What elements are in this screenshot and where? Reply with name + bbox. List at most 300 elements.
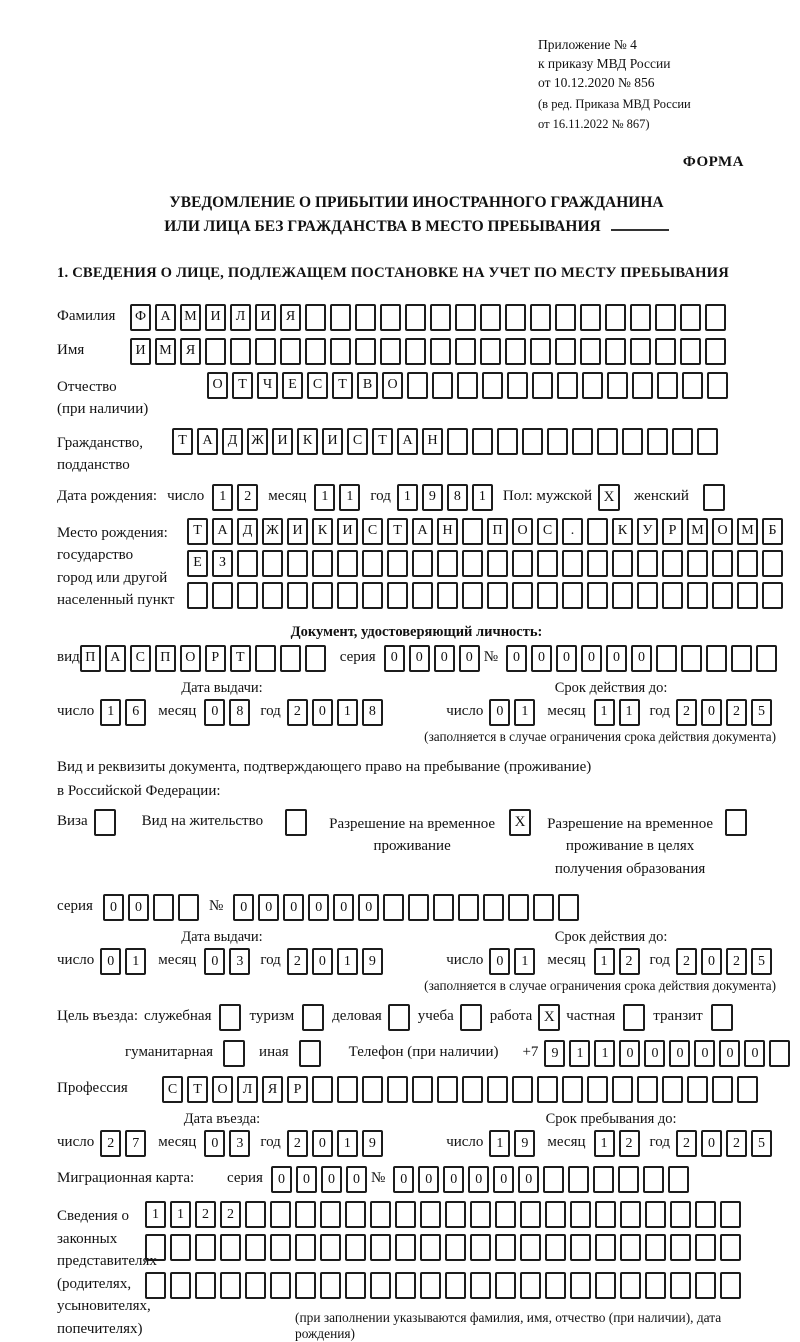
char-cell[interactable]: 0 — [321, 1166, 342, 1193]
char-cell[interactable]: 0 — [581, 645, 602, 672]
char-cell[interactable] — [170, 1272, 191, 1299]
char-cell[interactable] — [305, 645, 326, 672]
char-cell[interactable] — [407, 372, 428, 399]
char-cell[interactable] — [362, 582, 383, 609]
char-cell[interactable] — [687, 1076, 708, 1103]
char-cell[interactable] — [655, 304, 676, 331]
residence-permit-checkbox[interactable] — [285, 809, 307, 836]
char-cell[interactable] — [420, 1234, 441, 1261]
char-cell[interactable] — [543, 1166, 564, 1193]
sex-female-checkbox[interactable] — [703, 484, 725, 511]
char-cell[interactable]: 0 — [619, 1040, 640, 1067]
char-cell[interactable] — [437, 1076, 458, 1103]
char-cell[interactable] — [645, 1234, 666, 1261]
char-cell[interactable] — [405, 304, 426, 331]
char-cell[interactable] — [656, 645, 677, 672]
char-cell[interactable]: Т — [187, 1076, 208, 1103]
char-cell[interactable] — [512, 1076, 533, 1103]
char-cell[interactable] — [462, 582, 483, 609]
char-cell[interactable] — [220, 1234, 241, 1261]
char-cell[interactable] — [537, 582, 558, 609]
char-cell[interactable] — [455, 338, 476, 365]
char-cell[interactable]: 0 — [204, 699, 225, 726]
char-cell[interactable] — [337, 582, 358, 609]
char-cell[interactable]: 1 — [594, 699, 615, 726]
char-cell[interactable]: 2 — [726, 699, 747, 726]
char-cell[interactable]: 7 — [125, 1130, 146, 1157]
char-cell[interactable] — [587, 1076, 608, 1103]
char-cell[interactable]: А — [412, 518, 433, 545]
char-cell[interactable] — [320, 1201, 341, 1228]
char-cell[interactable] — [245, 1234, 266, 1261]
char-cell[interactable]: Ч — [257, 372, 278, 399]
char-cell[interactable] — [607, 372, 628, 399]
char-cell[interactable]: Е — [282, 372, 303, 399]
char-cell[interactable]: 5 — [751, 948, 772, 975]
char-cell[interactable] — [472, 428, 493, 455]
char-cell[interactable] — [572, 428, 593, 455]
char-cell[interactable] — [178, 894, 199, 921]
char-cell[interactable]: 0 — [384, 645, 405, 672]
char-cell[interactable]: 0 — [489, 948, 510, 975]
char-cell[interactable] — [769, 1040, 790, 1067]
char-cell[interactable] — [520, 1201, 541, 1228]
char-cell[interactable] — [605, 338, 626, 365]
char-cell[interactable] — [570, 1201, 591, 1228]
char-cell[interactable]: 0 — [489, 699, 510, 726]
char-cell[interactable] — [705, 338, 726, 365]
char-cell[interactable]: Ф — [130, 304, 151, 331]
char-cell[interactable] — [330, 338, 351, 365]
char-cell[interactable] — [587, 518, 608, 545]
char-cell[interactable]: 0 — [518, 1166, 539, 1193]
char-cell[interactable]: 0 — [128, 894, 149, 921]
char-cell[interactable]: И — [287, 518, 308, 545]
char-cell[interactable] — [695, 1234, 716, 1261]
char-cell[interactable] — [220, 1272, 241, 1299]
char-cell[interactable]: 8 — [229, 699, 250, 726]
char-cell[interactable] — [345, 1272, 366, 1299]
char-cell[interactable] — [305, 338, 326, 365]
char-cell[interactable] — [470, 1201, 491, 1228]
char-cell[interactable] — [620, 1201, 641, 1228]
char-cell[interactable]: Ж — [247, 428, 268, 455]
char-cell[interactable]: В — [357, 372, 378, 399]
char-cell[interactable] — [697, 428, 718, 455]
temp-permit-checkbox[interactable]: X — [509, 809, 531, 836]
char-cell[interactable] — [487, 1076, 508, 1103]
char-cell[interactable] — [412, 582, 433, 609]
char-cell[interactable] — [555, 338, 576, 365]
char-cell[interactable] — [695, 1201, 716, 1228]
char-cell[interactable] — [570, 1272, 591, 1299]
char-cell[interactable] — [522, 428, 543, 455]
char-cell[interactable]: 2 — [287, 948, 308, 975]
char-cell[interactable] — [483, 894, 504, 921]
char-cell[interactable] — [408, 894, 429, 921]
char-cell[interactable]: 0 — [701, 1130, 722, 1157]
char-cell[interactable]: А — [197, 428, 218, 455]
char-cell[interactable] — [512, 550, 533, 577]
sex-male-checkbox[interactable]: X — [598, 484, 620, 511]
char-cell[interactable]: 6 — [125, 699, 146, 726]
char-cell[interactable]: М — [687, 518, 708, 545]
char-cell[interactable] — [330, 304, 351, 331]
char-cell[interactable]: Т — [372, 428, 393, 455]
char-cell[interactable] — [657, 372, 678, 399]
char-cell[interactable] — [756, 645, 777, 672]
char-cell[interactable]: 2 — [237, 484, 258, 511]
char-cell[interactable]: К — [612, 518, 633, 545]
char-cell[interactable] — [345, 1234, 366, 1261]
char-cell[interactable] — [712, 582, 733, 609]
char-cell[interactable] — [270, 1234, 291, 1261]
purpose-business-checkbox[interactable] — [388, 1004, 410, 1031]
char-cell[interactable] — [762, 582, 783, 609]
char-cell[interactable] — [420, 1272, 441, 1299]
char-cell[interactable]: Я — [280, 304, 301, 331]
char-cell[interactable] — [383, 894, 404, 921]
char-cell[interactable]: 1 — [337, 1130, 358, 1157]
char-cell[interactable] — [532, 372, 553, 399]
char-cell[interactable]: 1 — [594, 1040, 615, 1067]
char-cell[interactable] — [270, 1201, 291, 1228]
char-cell[interactable]: С — [362, 518, 383, 545]
char-cell[interactable]: 2 — [726, 1130, 747, 1157]
char-cell[interactable]: 1 — [514, 948, 535, 975]
char-cell[interactable]: 2 — [220, 1201, 241, 1228]
char-cell[interactable]: 0 — [100, 948, 121, 975]
char-cell[interactable]: 0 — [744, 1040, 765, 1067]
char-cell[interactable] — [295, 1234, 316, 1261]
char-cell[interactable]: И — [255, 304, 276, 331]
char-cell[interactable] — [731, 645, 752, 672]
char-cell[interactable]: 1 — [212, 484, 233, 511]
char-cell[interactable] — [153, 894, 174, 921]
char-cell[interactable] — [420, 1201, 441, 1228]
char-cell[interactable] — [262, 550, 283, 577]
char-cell[interactable] — [643, 1166, 664, 1193]
char-cell[interactable]: П — [80, 645, 101, 672]
char-cell[interactable]: 1 — [489, 1130, 510, 1157]
char-cell[interactable] — [670, 1201, 691, 1228]
char-cell[interactable]: 2 — [287, 1130, 308, 1157]
char-cell[interactable]: И — [272, 428, 293, 455]
char-cell[interactable]: 0 — [358, 894, 379, 921]
char-cell[interactable] — [587, 550, 608, 577]
char-cell[interactable] — [345, 1201, 366, 1228]
char-cell[interactable] — [662, 582, 683, 609]
char-cell[interactable]: 5 — [751, 1130, 772, 1157]
char-cell[interactable] — [545, 1234, 566, 1261]
char-cell[interactable]: М — [180, 304, 201, 331]
purpose-official-checkbox[interactable] — [219, 1004, 241, 1031]
char-cell[interactable] — [447, 428, 468, 455]
char-cell[interactable] — [537, 1076, 558, 1103]
char-cell[interactable] — [668, 1166, 689, 1193]
char-cell[interactable] — [570, 1234, 591, 1261]
char-cell[interactable] — [558, 894, 579, 921]
char-cell[interactable]: З — [212, 550, 233, 577]
char-cell[interactable] — [562, 550, 583, 577]
char-cell[interactable] — [655, 338, 676, 365]
char-cell[interactable] — [470, 1234, 491, 1261]
char-cell[interactable] — [580, 338, 601, 365]
char-cell[interactable]: 0 — [283, 894, 304, 921]
char-cell[interactable] — [670, 1272, 691, 1299]
char-cell[interactable]: 5 — [751, 699, 772, 726]
char-cell[interactable]: 2 — [619, 948, 640, 975]
char-cell[interactable] — [262, 582, 283, 609]
char-cell[interactable] — [245, 1201, 266, 1228]
char-cell[interactable]: 0 — [434, 645, 455, 672]
char-cell[interactable]: 0 — [701, 948, 722, 975]
char-cell[interactable]: Р — [205, 645, 226, 672]
char-cell[interactable]: 1 — [594, 1130, 615, 1157]
char-cell[interactable] — [618, 1166, 639, 1193]
char-cell[interactable] — [387, 582, 408, 609]
char-cell[interactable]: 0 — [312, 948, 333, 975]
char-cell[interactable] — [680, 304, 701, 331]
purpose-study-checkbox[interactable] — [460, 1004, 482, 1031]
char-cell[interactable]: 1 — [100, 699, 121, 726]
char-cell[interactable] — [395, 1272, 416, 1299]
char-cell[interactable]: А — [155, 304, 176, 331]
char-cell[interactable]: И — [337, 518, 358, 545]
char-cell[interactable]: 2 — [726, 948, 747, 975]
char-cell[interactable] — [355, 304, 376, 331]
char-cell[interactable] — [237, 582, 258, 609]
char-cell[interactable] — [287, 550, 308, 577]
char-cell[interactable]: 0 — [409, 645, 430, 672]
char-cell[interactable] — [462, 518, 483, 545]
char-cell[interactable] — [380, 304, 401, 331]
char-cell[interactable] — [480, 338, 501, 365]
char-cell[interactable]: Д — [222, 428, 243, 455]
char-cell[interactable] — [707, 372, 728, 399]
char-cell[interactable]: 2 — [100, 1130, 121, 1157]
char-cell[interactable]: 1 — [314, 484, 335, 511]
char-cell[interactable]: Я — [262, 1076, 283, 1103]
char-cell[interactable]: 0 — [204, 948, 225, 975]
char-cell[interactable]: 2 — [676, 1130, 697, 1157]
char-cell[interactable]: 0 — [506, 645, 527, 672]
char-cell[interactable]: 9 — [514, 1130, 535, 1157]
char-cell[interactable] — [370, 1201, 391, 1228]
char-cell[interactable]: 1 — [472, 484, 493, 511]
char-cell[interactable] — [687, 550, 708, 577]
char-cell[interactable]: 3 — [229, 948, 250, 975]
char-cell[interactable]: 9 — [362, 948, 383, 975]
char-cell[interactable]: Е — [187, 550, 208, 577]
char-cell[interactable] — [645, 1272, 666, 1299]
char-cell[interactable] — [337, 550, 358, 577]
char-cell[interactable] — [462, 1076, 483, 1103]
purpose-humanitarian-checkbox[interactable] — [223, 1040, 245, 1067]
char-cell[interactable] — [395, 1201, 416, 1228]
char-cell[interactable]: 1 — [594, 948, 615, 975]
char-cell[interactable]: 0 — [694, 1040, 715, 1067]
char-cell[interactable] — [508, 894, 529, 921]
char-cell[interactable] — [487, 550, 508, 577]
purpose-other-checkbox[interactable] — [299, 1040, 321, 1067]
char-cell[interactable]: 2 — [619, 1130, 640, 1157]
char-cell[interactable] — [622, 428, 643, 455]
char-cell[interactable] — [712, 550, 733, 577]
char-cell[interactable]: 2 — [676, 948, 697, 975]
char-cell[interactable] — [245, 1272, 266, 1299]
char-cell[interactable]: 0 — [333, 894, 354, 921]
char-cell[interactable] — [433, 894, 454, 921]
char-cell[interactable] — [312, 550, 333, 577]
char-cell[interactable]: 1 — [569, 1040, 590, 1067]
char-cell[interactable] — [595, 1272, 616, 1299]
char-cell[interactable]: . — [562, 518, 583, 545]
char-cell[interactable] — [580, 304, 601, 331]
char-cell[interactable]: Т — [230, 645, 251, 672]
char-cell[interactable] — [632, 372, 653, 399]
char-cell[interactable]: П — [487, 518, 508, 545]
char-cell[interactable] — [562, 582, 583, 609]
char-cell[interactable]: 0 — [103, 894, 124, 921]
char-cell[interactable] — [237, 550, 258, 577]
char-cell[interactable] — [405, 338, 426, 365]
char-cell[interactable]: 1 — [339, 484, 360, 511]
char-cell[interactable]: Р — [287, 1076, 308, 1103]
char-cell[interactable] — [672, 428, 693, 455]
char-cell[interactable]: А — [105, 645, 126, 672]
char-cell[interactable]: С — [537, 518, 558, 545]
char-cell[interactable] — [270, 1272, 291, 1299]
char-cell[interactable]: 8 — [362, 699, 383, 726]
char-cell[interactable] — [557, 372, 578, 399]
char-cell[interactable] — [255, 645, 276, 672]
char-cell[interactable] — [705, 304, 726, 331]
char-cell[interactable] — [255, 338, 276, 365]
char-cell[interactable]: С — [130, 645, 151, 672]
char-cell[interactable]: О — [180, 645, 201, 672]
char-cell[interactable] — [482, 372, 503, 399]
char-cell[interactable]: 0 — [443, 1166, 464, 1193]
char-cell[interactable] — [305, 304, 326, 331]
char-cell[interactable] — [530, 338, 551, 365]
char-cell[interactable]: 0 — [669, 1040, 690, 1067]
char-cell[interactable] — [681, 645, 702, 672]
char-cell[interactable]: 1 — [145, 1201, 166, 1228]
char-cell[interactable] — [533, 894, 554, 921]
char-cell[interactable]: М — [155, 338, 176, 365]
purpose-private-checkbox[interactable] — [623, 1004, 645, 1031]
char-cell[interactable]: К — [312, 518, 333, 545]
char-cell[interactable]: 1 — [337, 699, 358, 726]
char-cell[interactable] — [430, 304, 451, 331]
char-cell[interactable]: М — [737, 518, 758, 545]
char-cell[interactable]: 0 — [346, 1166, 367, 1193]
visa-checkbox[interactable] — [94, 809, 116, 836]
char-cell[interactable] — [505, 304, 526, 331]
char-cell[interactable]: Т — [387, 518, 408, 545]
purpose-tourism-checkbox[interactable] — [302, 1004, 324, 1031]
char-cell[interactable]: О — [212, 1076, 233, 1103]
char-cell[interactable]: 0 — [271, 1166, 292, 1193]
char-cell[interactable] — [195, 1234, 216, 1261]
char-cell[interactable] — [312, 582, 333, 609]
char-cell[interactable]: 1 — [125, 948, 146, 975]
char-cell[interactable] — [320, 1234, 341, 1261]
char-cell[interactable]: 1 — [170, 1201, 191, 1228]
char-cell[interactable] — [445, 1234, 466, 1261]
char-cell[interactable] — [582, 372, 603, 399]
char-cell[interactable] — [537, 550, 558, 577]
char-cell[interactable]: 0 — [296, 1166, 317, 1193]
char-cell[interactable] — [562, 1076, 583, 1103]
char-cell[interactable]: С — [162, 1076, 183, 1103]
char-cell[interactable] — [195, 1272, 216, 1299]
char-cell[interactable]: Н — [437, 518, 458, 545]
char-cell[interactable]: 3 — [229, 1130, 250, 1157]
char-cell[interactable] — [458, 894, 479, 921]
char-cell[interactable] — [720, 1234, 741, 1261]
char-cell[interactable] — [412, 550, 433, 577]
char-cell[interactable] — [637, 1076, 658, 1103]
char-cell[interactable] — [355, 338, 376, 365]
char-cell[interactable]: 1 — [397, 484, 418, 511]
char-cell[interactable]: О — [207, 372, 228, 399]
char-cell[interactable] — [706, 645, 727, 672]
char-cell[interactable] — [547, 428, 568, 455]
char-cell[interactable] — [595, 1234, 616, 1261]
char-cell[interactable] — [612, 1076, 633, 1103]
char-cell[interactable] — [737, 550, 758, 577]
char-cell[interactable]: 0 — [701, 699, 722, 726]
char-cell[interactable]: Л — [230, 304, 251, 331]
char-cell[interactable]: 0 — [312, 699, 333, 726]
char-cell[interactable] — [512, 582, 533, 609]
char-cell[interactable] — [595, 1201, 616, 1228]
char-cell[interactable]: 0 — [719, 1040, 740, 1067]
char-cell[interactable] — [480, 304, 501, 331]
char-cell[interactable]: А — [212, 518, 233, 545]
char-cell[interactable]: 8 — [447, 484, 468, 511]
temp-permit-education-checkbox[interactable] — [725, 809, 747, 836]
char-cell[interactable] — [620, 1272, 641, 1299]
char-cell[interactable] — [630, 338, 651, 365]
char-cell[interactable]: 0 — [312, 1130, 333, 1157]
char-cell[interactable]: И — [205, 304, 226, 331]
char-cell[interactable]: И — [322, 428, 343, 455]
char-cell[interactable]: 0 — [258, 894, 279, 921]
char-cell[interactable]: 0 — [644, 1040, 665, 1067]
char-cell[interactable] — [437, 550, 458, 577]
char-cell[interactable] — [170, 1234, 191, 1261]
char-cell[interactable] — [530, 304, 551, 331]
char-cell[interactable] — [205, 338, 226, 365]
char-cell[interactable] — [470, 1272, 491, 1299]
char-cell[interactable] — [380, 338, 401, 365]
char-cell[interactable] — [720, 1272, 741, 1299]
char-cell[interactable]: 0 — [606, 645, 627, 672]
char-cell[interactable]: Т — [172, 428, 193, 455]
char-cell[interactable] — [620, 1234, 641, 1261]
char-cell[interactable] — [430, 338, 451, 365]
char-cell[interactable]: 0 — [493, 1166, 514, 1193]
char-cell[interactable]: О — [512, 518, 533, 545]
char-cell[interactable] — [145, 1272, 166, 1299]
char-cell[interactable]: 0 — [631, 645, 652, 672]
char-cell[interactable]: 0 — [468, 1166, 489, 1193]
char-cell[interactable] — [507, 372, 528, 399]
char-cell[interactable]: П — [155, 645, 176, 672]
